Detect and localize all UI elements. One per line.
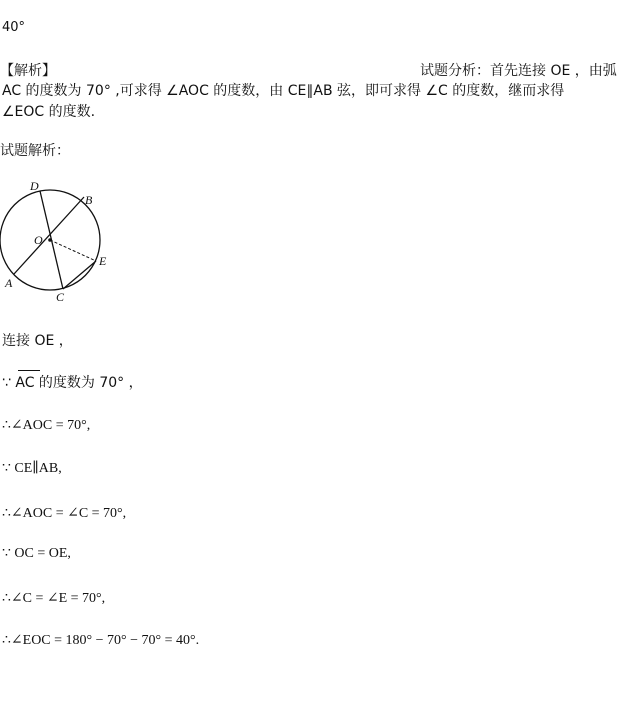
analysis-line-2: AC 的度数为 70° ,可求得 ∠AOC 的度数，由 CE∥AB 弦，即可求得 ∠C 的度数，继而求得	[2, 83, 565, 99]
segment-oe-dashed	[50, 240, 96, 261]
step-1: 连接 OE ，	[2, 333, 73, 349]
analysis-line-1: 试题分析：首先连接 OE ，由弧	[420, 63, 617, 79]
label-b: B	[85, 193, 93, 207]
solution-heading: 试题解析：	[0, 143, 70, 159]
answer-text: 40°	[2, 20, 26, 35]
arc-overline	[18, 370, 40, 373]
chord-ab	[14, 197, 84, 274]
chord-ce	[63, 261, 96, 289]
analysis-label: 【解析】	[0, 63, 56, 79]
step-4: ∵ CE∥AB,	[2, 461, 62, 476]
label-d: D	[30, 179, 39, 193]
step-2: ∵ AC 的度数为 70° ，	[2, 375, 143, 391]
analysis-line-3: ∠EOC 的度数.	[2, 104, 96, 120]
step-8: ∴∠EOC = 180° − 70° − 70° = 40°.	[2, 633, 200, 648]
step-7: ∴∠C = ∠E = 70°,	[2, 591, 106, 606]
label-o: O	[34, 233, 43, 247]
center-point	[48, 238, 52, 242]
step-3: ∴∠AOC = 70°,	[2, 418, 91, 433]
label-c: C	[56, 290, 65, 304]
step-5: ∴∠AOC = ∠C = 70°,	[2, 506, 127, 521]
label-a: A	[5, 276, 13, 290]
label-e: E	[99, 254, 107, 268]
step-6: ∵ OC = OE,	[2, 546, 71, 561]
circle-figure	[0, 175, 120, 305]
